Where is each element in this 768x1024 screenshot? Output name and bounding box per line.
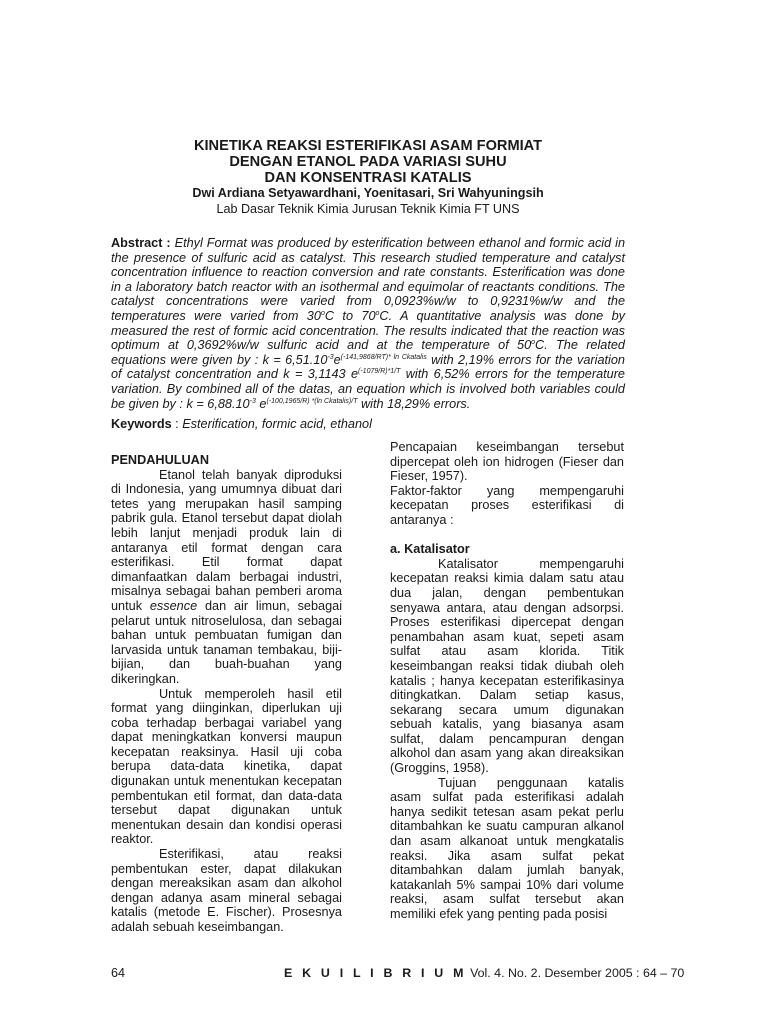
paragraph-intro-3: Esterifikasi, atau reaksi pembentukan ester, dapat dilakukan dengan mereaksikan asam dan alkohol dengan adanya asam mineral sebagai katalis (metode E. Fischer). Prosesnya adalah sebuah keseimbangan. bbox=[111, 847, 342, 934]
keywords-label: Keywords bbox=[111, 417, 172, 431]
subsection-heading-katalisator: a. Katalisator bbox=[390, 542, 470, 557]
paragraph-right-1: Pencapaian keseimbangan tersebut dipercepat oleh ion hidrogen (Fieser dan Fieser, 1957). bbox=[390, 440, 624, 484]
degree-sup-1: o bbox=[320, 309, 325, 317]
title-line-1: KINETIKA REAKSI ESTERIFIKASI ASAM FORMIAT bbox=[193, 138, 543, 154]
abstract bbox=[111, 236, 625, 411]
paper-title bbox=[110, 138, 626, 187]
abstract-text-9: with 18,29% errors. bbox=[357, 396, 471, 411]
abstract-text-5: e bbox=[333, 352, 341, 367]
abstract-text-6: with 2,19% errors for the variation of catalyst concentration and k = 3,1143 e bbox=[111, 352, 625, 382]
keywords-separator: : bbox=[171, 417, 183, 431]
exponent-expr-1: (-141,9868/RT)* ln Ckatalis bbox=[340, 353, 427, 361]
section-heading-pendahuluan: PENDAHULUAN bbox=[111, 453, 209, 467]
journal-name: E K U I L I B R I U M bbox=[284, 966, 467, 980]
journal-citation bbox=[284, 966, 684, 980]
exponent-sup-2: -3 bbox=[249, 397, 256, 405]
keywords-text: Esterification, formic acid, ethanol bbox=[182, 417, 372, 431]
author-list: Dwi Ardiana Setyawardhani, Yoenitasari, Sri Wahyuningsih bbox=[192, 186, 544, 200]
degree-sup-3: o bbox=[531, 339, 536, 347]
paragraph-intro-1-rest: dan air limun, sebagai pelarut untuk nitroselulosa, dan sebagai bahan untuk pembuatan fumigan dan larvasida untuk tanaman tembakau, biji-bijian, dan buah-buahan yang dikeringkan. bbox=[111, 598, 343, 686]
exponent-expr-3: (-100,1965/R) *(ln Ckatalis)/T bbox=[266, 397, 358, 405]
exponent-sup-1: -3 bbox=[327, 353, 334, 361]
abstract-text-4: C. The related equations were given by : k = 6,51.10 bbox=[111, 338, 625, 367]
paragraph-gap bbox=[390, 528, 624, 543]
abstract-label: Abstract : bbox=[111, 236, 171, 250]
paragraph-intro-1-text: Etanol telah banyak diproduksi di Indonesia, yang umumnya dibuat dari tetes yang merupakan hasil samping pabrik gula. Etanol tersebut dapat diolah lebih lanjut menjadi produk lain di antaranya etil format dengan cara esterifikasi. Etil format dapat dimanfaatkan dalam berbagai industri, misalnya sebagai bahan pemberi aroma untuk bbox=[111, 467, 342, 613]
degree-sup-2: o bbox=[375, 309, 380, 317]
abstract-text-7: with 6,52% errors for the temperature variation. By combined all of the datas, an equation which is involved both variables could be given by : k = 6,88.10 bbox=[111, 367, 625, 411]
paragraph-katalisator-2: Tujuan penggunaan katalis asam sulfat pada esterifikasi adalah hanya sedikit tetesan asam pekat perlu ditambahkan ke suatu campuran alkanol dan asam alkanoat untuk mengkatalis reaksi. Jika asam sulfat pekat ditambahkan dalam jumlah banyak, katakanlah 5% sampai 10% dari volume reaksi, asam sulfat tersebut akan memiliki efek yang penting pada posisi bbox=[390, 775, 624, 921]
paragraph-katalisator-1: Katalisator mempengaruhi kecepatan reaksi kimia dalam satu atau dua jalan, dengan pembentukan senyawa antara, atau dengan adsorpsi. Proses esterifikasi dipercepat dengan penambahan asam kuat, sepeti asam sulfat atau asam klorida. Titik keseimbangan reaksi tidak diubah oleh katalis ; hanya kecepatan esterifikasinya ditingkatkan. Dalam setiap kasus, sekarang secara umum digunakan sebuah katalis, yang biasanya asam sulfat, dalam pencampuran dengan alkohol dan asam yang akan direaksikan (Groggins, 1958). bbox=[390, 556, 624, 776]
paragraph-intro-1 bbox=[111, 468, 342, 687]
journal-volume-info: Vol. 4. No. 2. Desember 2005 : 64 – 70 bbox=[466, 966, 685, 980]
essence-italic: essence bbox=[149, 598, 198, 613]
paragraph-intro-2: Untuk memperoleh hasil etil format yang diinginkan, diperlukan uji coba terhadap berbagai variabel yang dapat meningkatkan konversi maupun kecepatan reaksinya. Hasil uji coba berupa data-data kinetika, dapat digunakan untuk menentukan kecepatan pembentukan etil format, dan data-data tersebut dapat digunakan untuk menentukan desain dan kondisi operasi reaktor. bbox=[111, 686, 342, 847]
abstract-text-3: C. A quantitative analysis was done by measured the rest of formic acid concentration. The results indicated that the reaction was optimum at 0,3692%w/w sulfuric acid and at the temperature of 50 bbox=[111, 308, 625, 353]
abstract-text-1: Ethyl Format was produced by esterification between ethanol and formic acid in the presence of sulfuric acid as catalyst. This research studied temperature and catalyst concentration influence to reaction conversion and rate constants. Esterification was done in a laboratory batch reactor with an isothermal and equimolar of reactants conditions. The catalyst concentrations were varied from 0,0923%w/w to 0,9231%w/w and the temperatures were varied from 30 bbox=[111, 236, 626, 323]
right-column bbox=[390, 440, 624, 922]
page-number: 64 bbox=[111, 966, 126, 980]
exponent-expr-2: (-1079/R)*1/T bbox=[358, 368, 401, 376]
abstract-text-2: C to 70 bbox=[324, 308, 376, 323]
abstract-text-8: e bbox=[255, 396, 267, 411]
paragraph-right-2: Faktor-faktor yang mempengaruhi kecepatan proses esterifikasi di antaranya : bbox=[390, 483, 624, 527]
left-column bbox=[111, 453, 342, 935]
title-line-2: DENGAN ETANOL PADA VARIASI SUHU bbox=[229, 154, 507, 171]
keywords bbox=[111, 417, 625, 432]
title-line-3: DAN KONSENTRASI KATALIS bbox=[264, 170, 472, 187]
affiliation: Lab Dasar Teknik Kimia Jurusan Teknik Kimia FT UNS bbox=[216, 202, 520, 216]
